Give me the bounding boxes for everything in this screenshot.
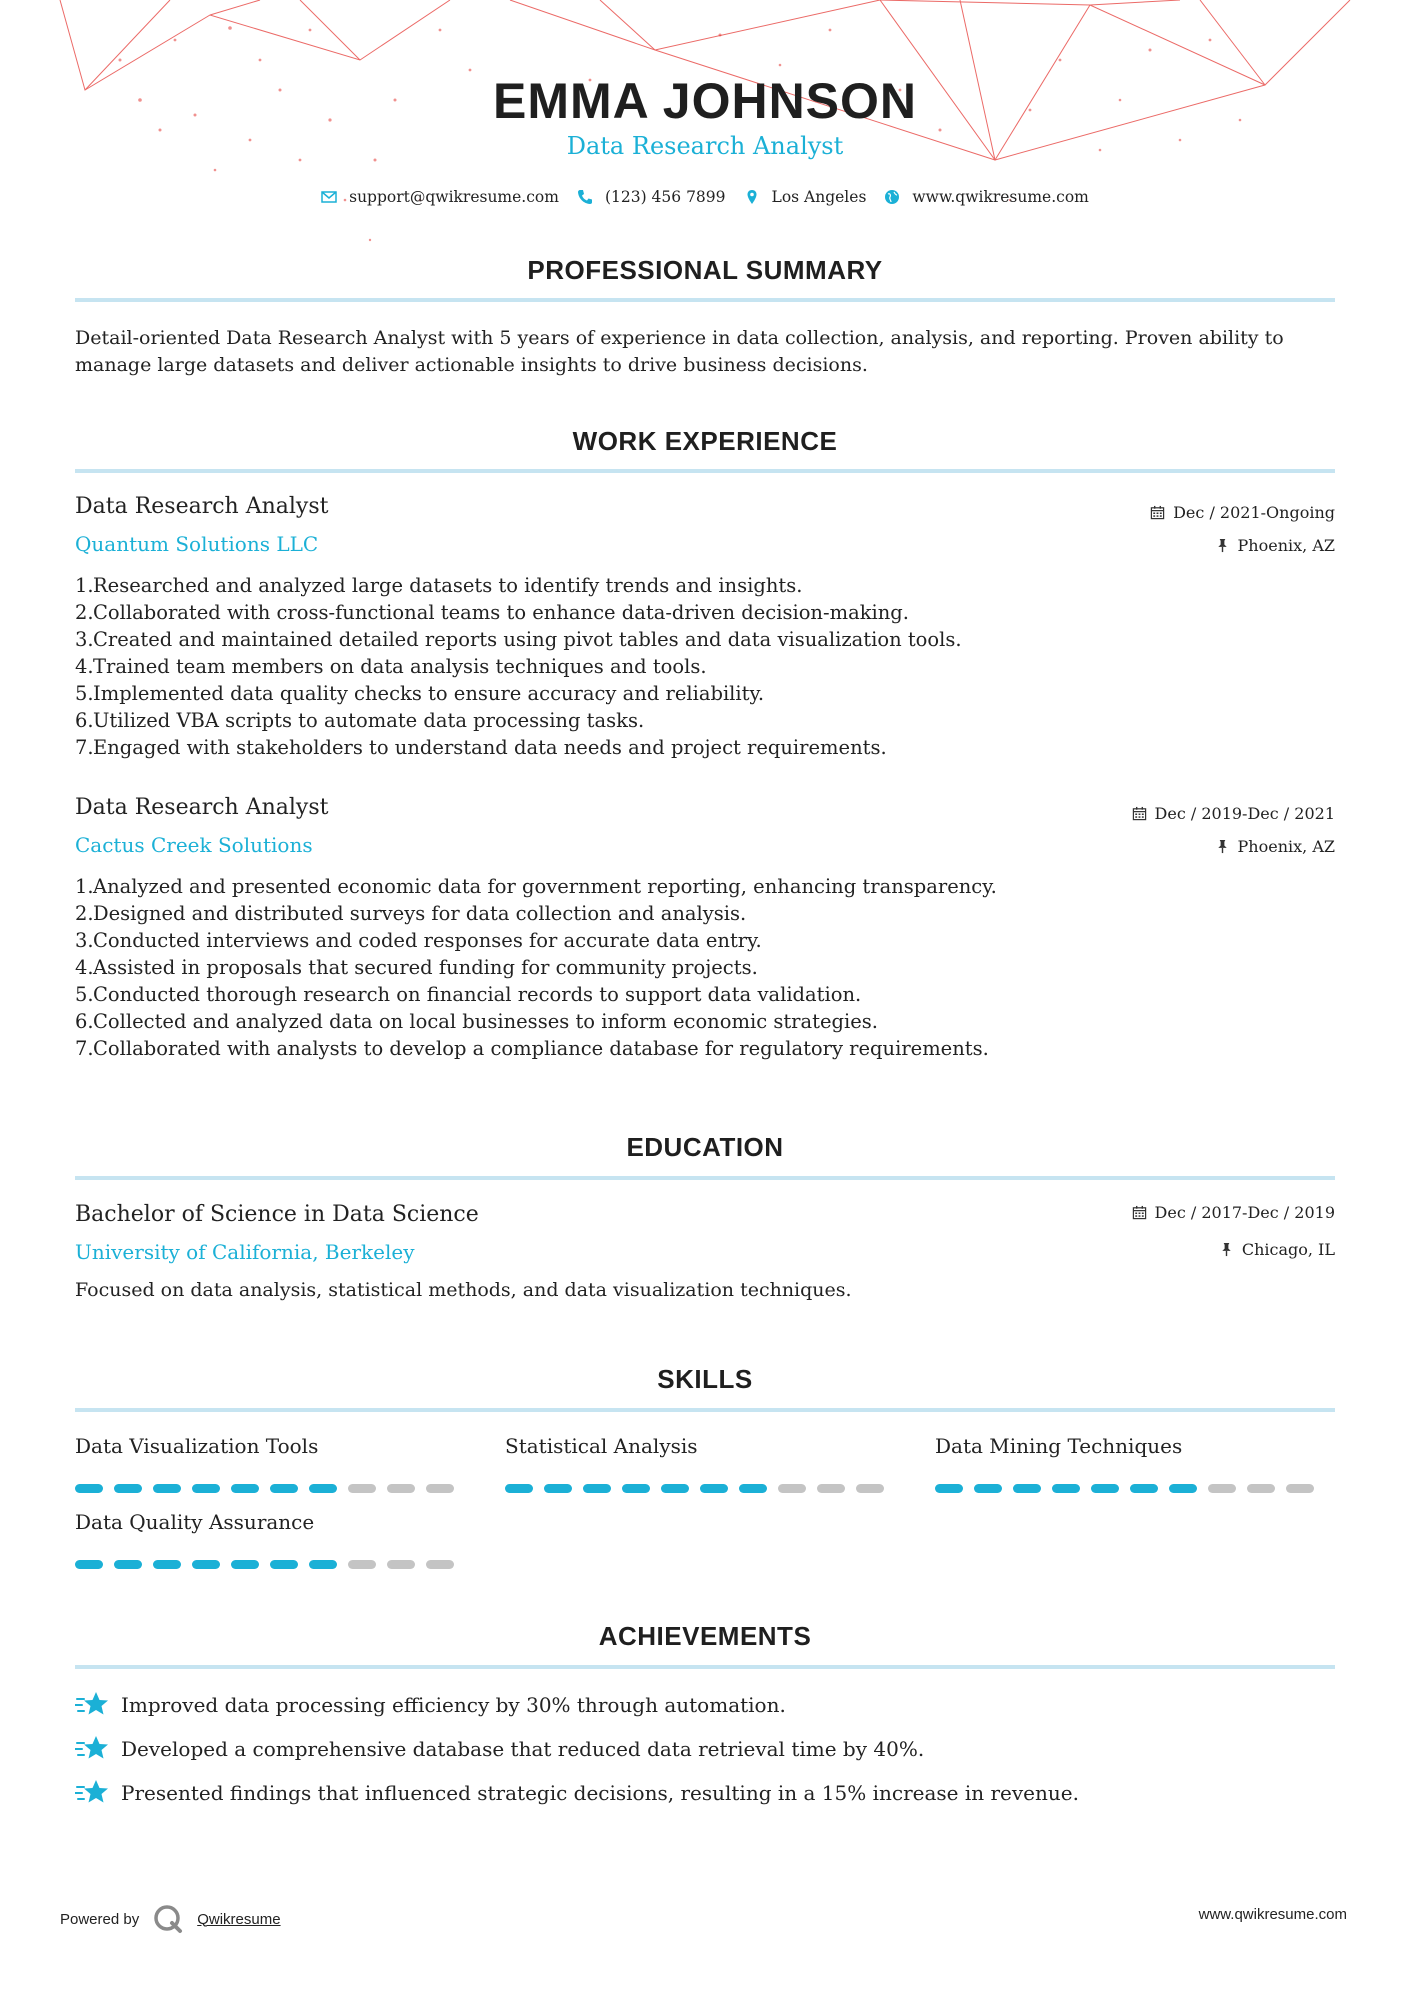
list-item: 6. Utilized VBA scripts to automate data processing tasks. (75, 709, 645, 732)
calendar-icon (1132, 1205, 1147, 1220)
list-item: 3. Conducted interviews and coded responses for accurate data entry. (75, 929, 762, 952)
skill-dash-filled (1091, 1484, 1119, 1493)
skill-dash-filled (583, 1484, 611, 1493)
pushpin-icon (1215, 839, 1230, 854)
education-location-text: Chicago, IL (1241, 1240, 1335, 1259)
pushpin-icon (1219, 1242, 1234, 1257)
phone-icon (577, 189, 593, 205)
list-item: 3. Created and maintained detailed reports using pivot tables and data visualization tools. (75, 628, 962, 651)
job-responsibilities (75, 873, 1335, 1062)
calendar-icon (1132, 806, 1147, 821)
skill-dash-filled (1013, 1484, 1041, 1493)
list-item: 6. Collected and analyzed data on local businesses to inform economic strategies. (75, 1010, 878, 1033)
envelope-icon (321, 189, 337, 205)
skill-dash-filled (974, 1484, 1002, 1493)
candidate-title: Data Research Analyst (566, 132, 844, 160)
achievement-item (75, 1690, 786, 1720)
achievement-text: Improved data processing efficiency by 30% through automation. (121, 1693, 786, 1717)
globe-icon (884, 189, 900, 205)
brand-link[interactable]: Qwikresume (197, 1910, 281, 1928)
candidate-name: EMMA JOHNSON (492, 73, 918, 129)
skill-level-bar (75, 1484, 454, 1493)
job-responsibilities (75, 572, 1335, 761)
skills-divider (75, 1408, 1335, 1412)
map-pin-icon (744, 189, 760, 205)
skill-name: Data Quality Assurance (75, 1510, 315, 1534)
contact-bar (75, 188, 1335, 206)
job-title: Data Research Analyst (75, 494, 329, 519)
qwikresume-logo-icon (153, 1904, 183, 1934)
pushpin-icon (1215, 538, 1230, 553)
list-item: 7. Engaged with stakeholders to understand data needs and project requirements. (75, 736, 887, 759)
skill-dash-filled (192, 1484, 220, 1493)
contact-phone-text: (123) 456 7899 (604, 188, 726, 206)
skill-level-bar (75, 1560, 454, 1569)
job-dates-text: Dec / 2019-Dec / 2021 (1154, 804, 1335, 823)
list-item: 2. Collaborated with cross-functional teams to enhance data-driven decision-making. (75, 601, 909, 624)
education-degree: Bachelor of Science in Data Science (75, 1202, 479, 1227)
star-icon (75, 1778, 109, 1808)
skill-dash-filled (309, 1484, 337, 1493)
footer-website-link[interactable]: www.qwikresume.com (1198, 1906, 1347, 1923)
skill-dash-empty (817, 1484, 845, 1493)
skill-dash-empty (778, 1484, 806, 1493)
education-school: University of California, Berkeley (75, 1240, 415, 1264)
summary-text (75, 325, 1335, 379)
skill-dash-filled (270, 1484, 298, 1493)
skills-heading: SKILLS (657, 1364, 753, 1394)
education-location (1219, 1240, 1335, 1259)
contact-email-text: support@qwikresume.com (349, 188, 559, 206)
list-item: 7. Collaborated with analysts to develop a compliance database for regulatory requirements. (75, 1037, 989, 1060)
skill-dash-filled (505, 1484, 533, 1493)
skill-dash-filled (153, 1484, 181, 1493)
achievements-heading: ACHIEVEMENTS (598, 1621, 812, 1651)
summary-line-1: Detail-oriented Data Research Analyst with 5 years of experience in data collection, analysis, and reporting. Proven ability to (75, 327, 1284, 349)
experience-heading: WORK EXPERIENCE (572, 426, 838, 456)
skill-name: Data Mining Techniques (935, 1434, 1183, 1458)
job-location-text: Phoenix, AZ (1237, 536, 1335, 555)
star-icon (75, 1734, 109, 1764)
education-description: Focused on data analysis, statistical methods, and data visualization techniques. (75, 1279, 852, 1301)
skill-dash-empty (856, 1484, 884, 1493)
job-dates-text: Dec / 2021-Ongoing (1173, 503, 1335, 522)
contact-email[interactable] (321, 188, 559, 206)
job-title: Data Research Analyst (75, 795, 329, 820)
job-dates (1132, 804, 1335, 823)
skill-dash-filled (231, 1484, 259, 1493)
achievement-item (75, 1734, 924, 1764)
skill-dash-empty (1286, 1484, 1314, 1493)
job-company: Cactus Creek Solutions (75, 833, 313, 857)
achievement-text: Presented findings that influenced strategic decisions, resulting in a 15% increase in revenue. (121, 1781, 1079, 1805)
skill-dash-empty (387, 1560, 415, 1569)
skill-dash-filled (114, 1560, 142, 1569)
footer-powered-by (60, 1904, 281, 1934)
skill-dash-empty (426, 1560, 454, 1569)
experience-divider (75, 469, 1335, 473)
list-item: 4. Assisted in proposals that secured funding for community projects. (75, 956, 758, 979)
job-location-text: Phoenix, AZ (1237, 837, 1335, 856)
summary-heading: PROFESSIONAL SUMMARY (527, 255, 883, 285)
skill-dash-filled (661, 1484, 689, 1493)
skill-dash-filled (309, 1560, 337, 1569)
job-location (1215, 536, 1335, 555)
skill-name: Statistical Analysis (505, 1434, 698, 1458)
list-item: 2. Designed and distributed surveys for data collection and analysis. (75, 902, 747, 925)
skill-dash-filled (622, 1484, 650, 1493)
skill-dash-empty (387, 1484, 415, 1493)
skill-dash-filled (1052, 1484, 1080, 1493)
education-dates (1132, 1203, 1335, 1222)
skill-dash-empty (348, 1560, 376, 1569)
job-dates (1150, 503, 1335, 522)
list-item: 1. Analyzed and presented economic data for government reporting, enhancing transparency. (75, 875, 997, 898)
list-item: 1. Researched and analyzed large datasets to identify trends and insights. (75, 574, 803, 597)
skill-dash-filled (1169, 1484, 1197, 1493)
skill-dash-filled (231, 1560, 259, 1569)
list-item: 5. Conducted thorough research on financial records to support data validation. (75, 983, 862, 1006)
achievements-divider (75, 1665, 1335, 1669)
job-company: Quantum Solutions LLC (75, 532, 319, 556)
education-dates-text: Dec / 2017-Dec / 2019 (1154, 1203, 1335, 1222)
contact-website-text: www.qwikresume.com (912, 188, 1089, 206)
summary-line-2: manage large datasets and deliver actionable insights to drive business decisions. (75, 354, 868, 376)
job-location (1215, 837, 1335, 856)
skill-dash-filled (700, 1484, 728, 1493)
skill-dash-empty (348, 1484, 376, 1493)
contact-location (744, 188, 867, 206)
skill-name: Data Visualization Tools (75, 1434, 319, 1458)
achievement-text: Developed a comprehensive database that reduced data retrieval time by 40%. (121, 1737, 925, 1761)
skill-level-bar (935, 1484, 1314, 1493)
powered-by-label: Powered by (60, 1910, 140, 1928)
skill-level-bar (505, 1484, 884, 1493)
education-heading: EDUCATION (626, 1132, 784, 1162)
achievement-item (75, 1778, 1079, 1808)
skill-dash-filled (75, 1560, 103, 1569)
skill-dash-empty (1247, 1484, 1275, 1493)
skill-dash-filled (153, 1560, 181, 1569)
list-item: 5. Implemented data quality checks to ensure accuracy and reliability. (75, 682, 765, 705)
star-icon (75, 1690, 109, 1720)
calendar-icon (1150, 505, 1165, 520)
skill-dash-filled (75, 1484, 103, 1493)
skill-dash-filled (192, 1560, 220, 1569)
skill-dash-empty (426, 1484, 454, 1493)
contact-location-text: Los Angeles (771, 188, 867, 206)
skill-dash-filled (1130, 1484, 1158, 1493)
list-item: 4. Trained team members on data analysis techniques and tools. (75, 655, 707, 678)
skill-dash-empty (1208, 1484, 1236, 1493)
contact-phone[interactable] (577, 188, 726, 206)
skill-dash-filled (544, 1484, 572, 1493)
skill-dash-filled (270, 1560, 298, 1569)
skill-dash-filled (739, 1484, 767, 1493)
contact-website[interactable] (884, 188, 1088, 206)
education-divider (75, 1176, 1335, 1180)
skill-dash-filled (935, 1484, 963, 1493)
summary-divider (75, 298, 1335, 302)
skill-dash-filled (114, 1484, 142, 1493)
